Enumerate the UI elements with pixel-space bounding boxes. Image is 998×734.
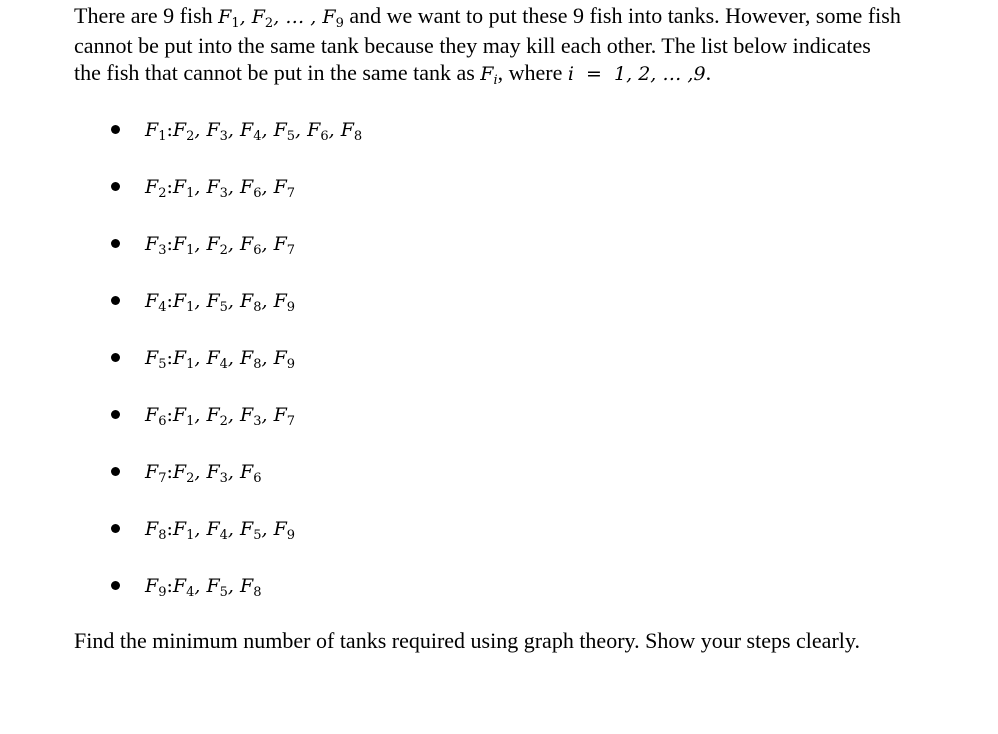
intro-line-3: the fish that cannot be put in the same tank as $F_i$, where i = 1, 2, … ,9.	[74, 60, 712, 88]
bullet-icon	[111, 296, 120, 305]
conflict-fish: $F_7$	[145, 461, 167, 486]
conflict-expression: $F_3:F_1$, $F_2$, $F_6$, $F_7$	[145, 233, 296, 258]
conflict-fish: $F_1$	[145, 119, 167, 144]
fish-sequence: $F_1$, $F_2$, … , $F_9$	[218, 6, 344, 31]
intro-line-2: cannot be put into the same tank because they may kill each other. The list below indicates	[74, 32, 871, 58]
conflict-fish-list: $F_4$, $F_5$, $F_8$	[172, 575, 262, 600]
conflict-expression: $F_1:F_2$, $F_3$, $F_4$, $F_5$, $F_6$, $F_8$	[145, 119, 363, 144]
conflict-fish-list: $F_1$, $F_3$, $F_6$, $F_7$	[172, 176, 296, 201]
conflict-fish: $F_3$	[145, 233, 167, 258]
bullet-icon	[111, 524, 120, 533]
conflict-expression: $F_7:F_2$, $F_3$, $F_6$	[145, 461, 262, 486]
bullet-icon	[111, 239, 120, 248]
bullet-icon	[111, 182, 120, 191]
conflict-fish: $F_4$	[145, 290, 167, 315]
conflict-expression: $F_4:F_1$, $F_5$, $F_8$, $F_9$	[145, 290, 296, 315]
conflict-expression: $F_9:F_4$, $F_5$, $F_8$	[145, 575, 262, 600]
conflict-item-f8	[0, 515, 998, 545]
conflict-expression: $F_8:F_1$, $F_4$, $F_5$, $F_9$	[145, 518, 296, 543]
conflict-fish-list: $F_1$, $F_4$, $F_5$, $F_9$	[172, 518, 296, 543]
conflict-item-f2	[0, 173, 998, 203]
conflict-fish-list: $F_1$, $F_2$, $F_6$, $F_7$	[172, 233, 296, 258]
conflict-fish: $F_9$	[145, 575, 167, 600]
conflict-item-f7	[0, 458, 998, 488]
conflict-item-f3	[0, 230, 998, 260]
conflict-item-f5	[0, 344, 998, 374]
conflict-item-f9	[0, 572, 998, 602]
conflict-item-f4	[0, 287, 998, 317]
conflict-expression: $F_6:F_1$, $F_2$, $F_3$, $F_7$	[145, 404, 296, 429]
conflict-expression: $F_5:F_1$, $F_4$, $F_8$, $F_9$	[145, 347, 296, 372]
conflict-fish: $F_2$	[145, 176, 167, 201]
closing-question: Find the minimum number of tanks required using graph theory. Show your steps clearly.	[74, 628, 860, 653]
bullet-icon	[111, 467, 120, 476]
conflict-fish-list: $F_1$, $F_5$, $F_8$, $F_9$	[172, 290, 296, 315]
conflict-fish: $F_5$	[145, 347, 167, 372]
conflict-fish-list: $F_2$, $F_3$, $F_6$	[172, 461, 262, 486]
bullet-icon	[111, 353, 120, 362]
conflict-item-f1	[0, 116, 998, 146]
conflict-expression: $F_2:F_1$, $F_3$, $F_6$, $F_7$	[145, 176, 296, 201]
bullet-icon	[111, 125, 120, 134]
conflict-fish: $F_8$	[145, 518, 167, 543]
fish-fi: $F_i$	[480, 63, 498, 88]
conflict-fish-list: $F_2$, $F_3$, $F_4$, $F_5$, $F_6$, $F_8$	[172, 119, 363, 144]
bullet-icon	[111, 581, 120, 590]
bullet-icon	[111, 410, 120, 419]
conflict-item-f6	[0, 401, 998, 431]
conflict-fish-list: $F_1$, $F_4$, $F_8$, $F_9$	[172, 347, 296, 372]
intro-line-1: There are 9 fish $F_1$, $F_2$, … , $F_9$ and we want to put these 9 fish into tanks. However, some fish	[74, 3, 901, 31]
conflict-fish-list: $F_1$, $F_2$, $F_3$, $F_7$	[172, 404, 296, 429]
index-range: i = 1, 2, … ,9	[567, 63, 706, 85]
conflict-fish: $F_6$	[145, 404, 167, 429]
